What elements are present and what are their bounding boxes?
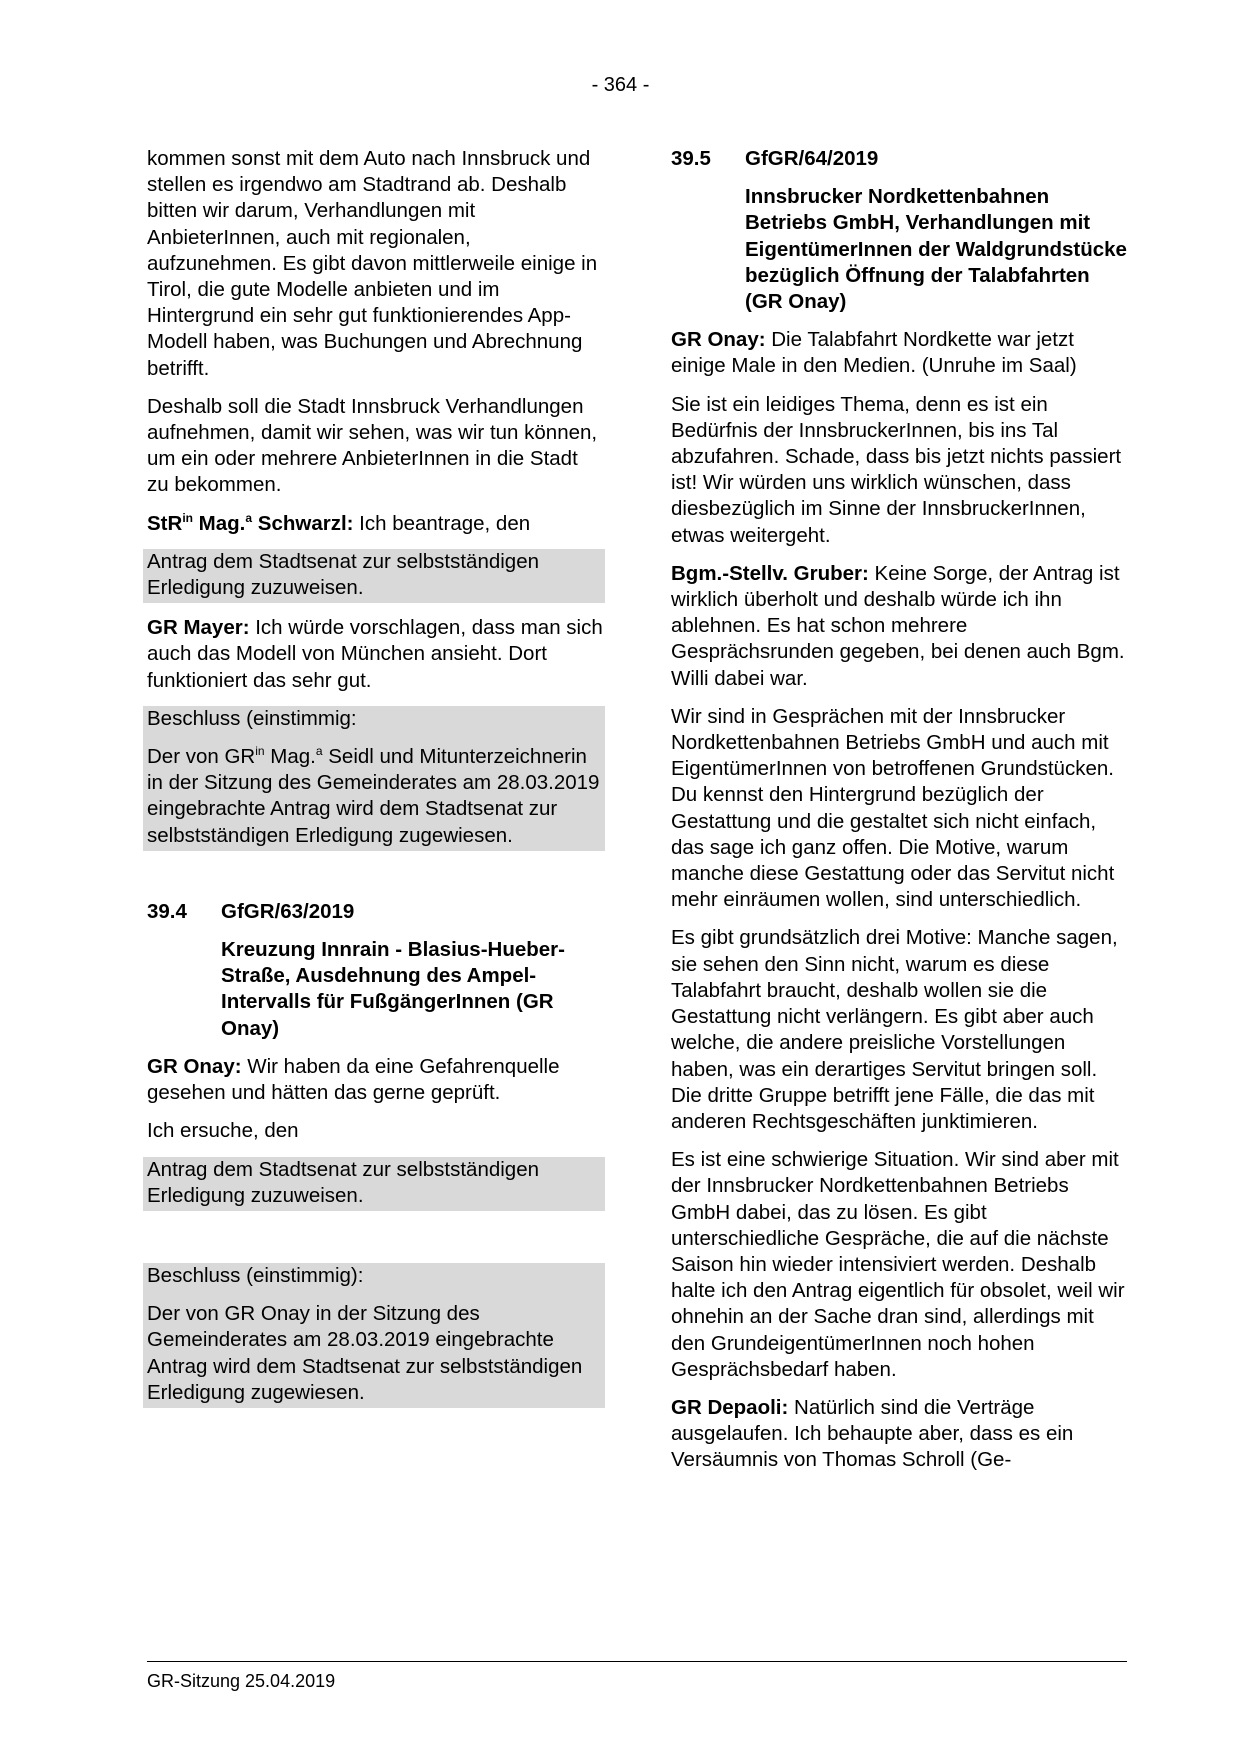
speech-schwarzl: StR$^{in}$ Mag.$^a$ Schwarzl: Ich beantrage, den xyxy=(147,510,531,535)
motion-box xyxy=(143,549,605,603)
paragraph: Ich ersuche, den xyxy=(147,1119,299,1143)
resolution-text-box xyxy=(143,734,605,851)
section-code: GfGR/64/2019 xyxy=(745,147,879,170)
speaker-name: StR$^{in}$ Mag.$^a$ Schwarzl: xyxy=(147,510,354,535)
paragraph: Sie ist ein leidiges Thema, denn es ist ein Bedürfnis der InnsbruckerInnen, bis ins Tal abzufahren. Schade, dass bis jetzt nichts passiert ist! Wir würden uns wirklich wünschen, dass diesbezüglich im Sinne der InnsbruckerInnen, etwas weitergeht. xyxy=(671,392,1122,547)
paragraph: kommen sonst mit dem Auto nach Innsbruck und stellen es irgendwo am Stadtrand ab. Deshalb bitten wir darum, Verhandlungen mit AnbieterInnen, auch mit regionalen, aufzunehmen. Es gibt davon mittlerweile einige in Tirol, die gute Modelle anbieten und im Hintergrund ein sehr gut funktionierendes App-Modell haben, was Buchungen und Abrechnung betrifft. xyxy=(147,147,598,380)
section-heading-39-5 xyxy=(671,146,1127,172)
section-number: 39.5 xyxy=(671,147,711,170)
speech-mayer: GR Mayer: Ich würde vorschlagen, dass man sich auch das Modell von München ansieht. Dort funktioniert das sehr gut. xyxy=(147,616,603,692)
motion-text: Antrag dem Stadtsenat zur selbstständigen Erledigung zuzuweisen. xyxy=(147,549,540,600)
resolution-title: Beschluss (einstimmig): xyxy=(147,1263,364,1287)
speaker-name: Bgm.-Stellv. Gruber: xyxy=(671,561,869,585)
section-number: 39.4 xyxy=(147,899,187,923)
paragraph: Es ist eine schwierige Situation. Wir sind aber mit der Innsbrucker Nordkettenbahnen Betriebs GmbH dabei, das zu lösen. Es gibt unterschiedliche Gespräche, die auf die nächste Saison hin wieder intensiviert werden. Deshalb halte ich den Antrag eigentlich für obsolet, weil wir ohnehin an der Sache dran sind, allerdings mit den GrundeigentümerInnen noch hohen Gesprächsbedarf haben. xyxy=(671,1148,1125,1381)
resolution-text: Der von $GR^{in}$ Mag.$^a$ Seidl und Mitunterzeichnerin in der Sitzung des Gemeinderates am 28.03.2019 eingebrachte Antrag wird dem Stadtsenat zur selbstständigen Erledigung zugewiesen. xyxy=(147,744,600,847)
speaker-name: GR Onay: xyxy=(671,328,766,352)
right-column xyxy=(671,146,1127,1486)
paragraph: Es gibt grundsätzlich drei Motive: Manche sagen, sie sehen den Sinn nicht, warum es diese Talabfahrt braucht, deshalb wollen sie die Gestattung nicht verlängern. Es gibt aber auch welche, die andere preisliche Vorstellungen haben, was ein derartiges Servitut bringen soll. Die dritte Gruppe betrifft jene Fälle, die das mit anderen Rechtsgeschäften junktimieren. xyxy=(671,926,1118,1133)
resolution-title: Beschluss (einstimmig: xyxy=(147,706,357,730)
section-code: GfGR/63/2019 xyxy=(221,899,355,923)
paragraph: Deshalb soll die Stadt Innsbruck Verhandlungen aufnehmen, damit wir sehen, was wir tun können, um ein oder mehrere AnbieterInnen in die Stadt zu bekommen. xyxy=(147,394,598,497)
footer-divider xyxy=(147,1661,1127,1662)
motion-text: Antrag dem Stadtsenat zur selbstständigen Erledigung zuzuweisen. xyxy=(147,1157,540,1207)
page-number: - 364 - xyxy=(591,74,650,96)
resolution-text-box xyxy=(143,1291,605,1408)
paragraph: Wir sind in Gesprächen mit der Innsbrucker Nordkettenbahnen Betriebs GmbH und auch mit EigentümerInnen von betroffenen Grundstücken. Du kennst den Hintergrund bezüglich der Gestattung und die gestaltet sich nicht einfach, das sage ich ganz offen. Die Motive, warum manche diese Gestattung oder das Servitut nicht mehr einräumen wollen, sind unterschiedlich. xyxy=(671,704,1115,912)
section-heading-39-4 xyxy=(147,899,605,925)
resolution-text: Der von GR Onay in der Sitzung des Gemeinderates am 28.03.2019 eingebrachte Antrag wird dem Stadtsenat zur selbstständigen Erledigung zugewiesen. xyxy=(147,1302,583,1404)
footer-text: GR-Sitzung 25.04.2019 xyxy=(147,1671,336,1691)
speaker-name: GR Depaoli: xyxy=(671,1395,789,1419)
resolution-box xyxy=(143,1263,605,1291)
motion-box xyxy=(143,1157,605,1211)
speech-depaoli: GR Depaoli: Natürlich sind die Verträge ausgelaufen. Ich behaupte aber, dass es ein Versäumnis von Thomas Schroll (Ge- xyxy=(671,1395,1074,1472)
section-title: Innsbrucker Nordkettenbahnen Betriebs GmbH, Verhandlungen mit EigentümerInnen der Waldgrundstücke bezüglich Öffnung der Talabfahrten (GR Onay) xyxy=(745,185,1127,314)
speech-gruber: Bgm.-Stellv. Gruber: Keine Sorge, der Antrag ist wirklich überholt und deshalb würde ich ihn ablehnen. Es hat schon mehrere Gesprächsrunden gegeben, bei denen auch Bgm. Willi dabei war. xyxy=(671,561,1125,690)
speech-onay: GR Onay: Die Talabfahrt Nordkette war jetzt einige Male in den Medien. (Unruhe im Saal) xyxy=(671,328,1077,378)
resolution-box xyxy=(143,706,605,734)
section-title: Kreuzung Innrain - Blasius-Hueber-Straße, Ausdehnung des Ampel-Intervalls für FußgängerInnen (GR Onay) xyxy=(221,938,565,1040)
speech-onay: GR Onay: Wir haben da eine Gefahrenquelle gesehen und hätten das gerne geprüft. xyxy=(147,1054,560,1105)
speaker-name: GR Mayer: xyxy=(147,616,250,640)
speaker-name: GR Onay: xyxy=(147,1054,242,1078)
left-column xyxy=(147,146,605,1420)
